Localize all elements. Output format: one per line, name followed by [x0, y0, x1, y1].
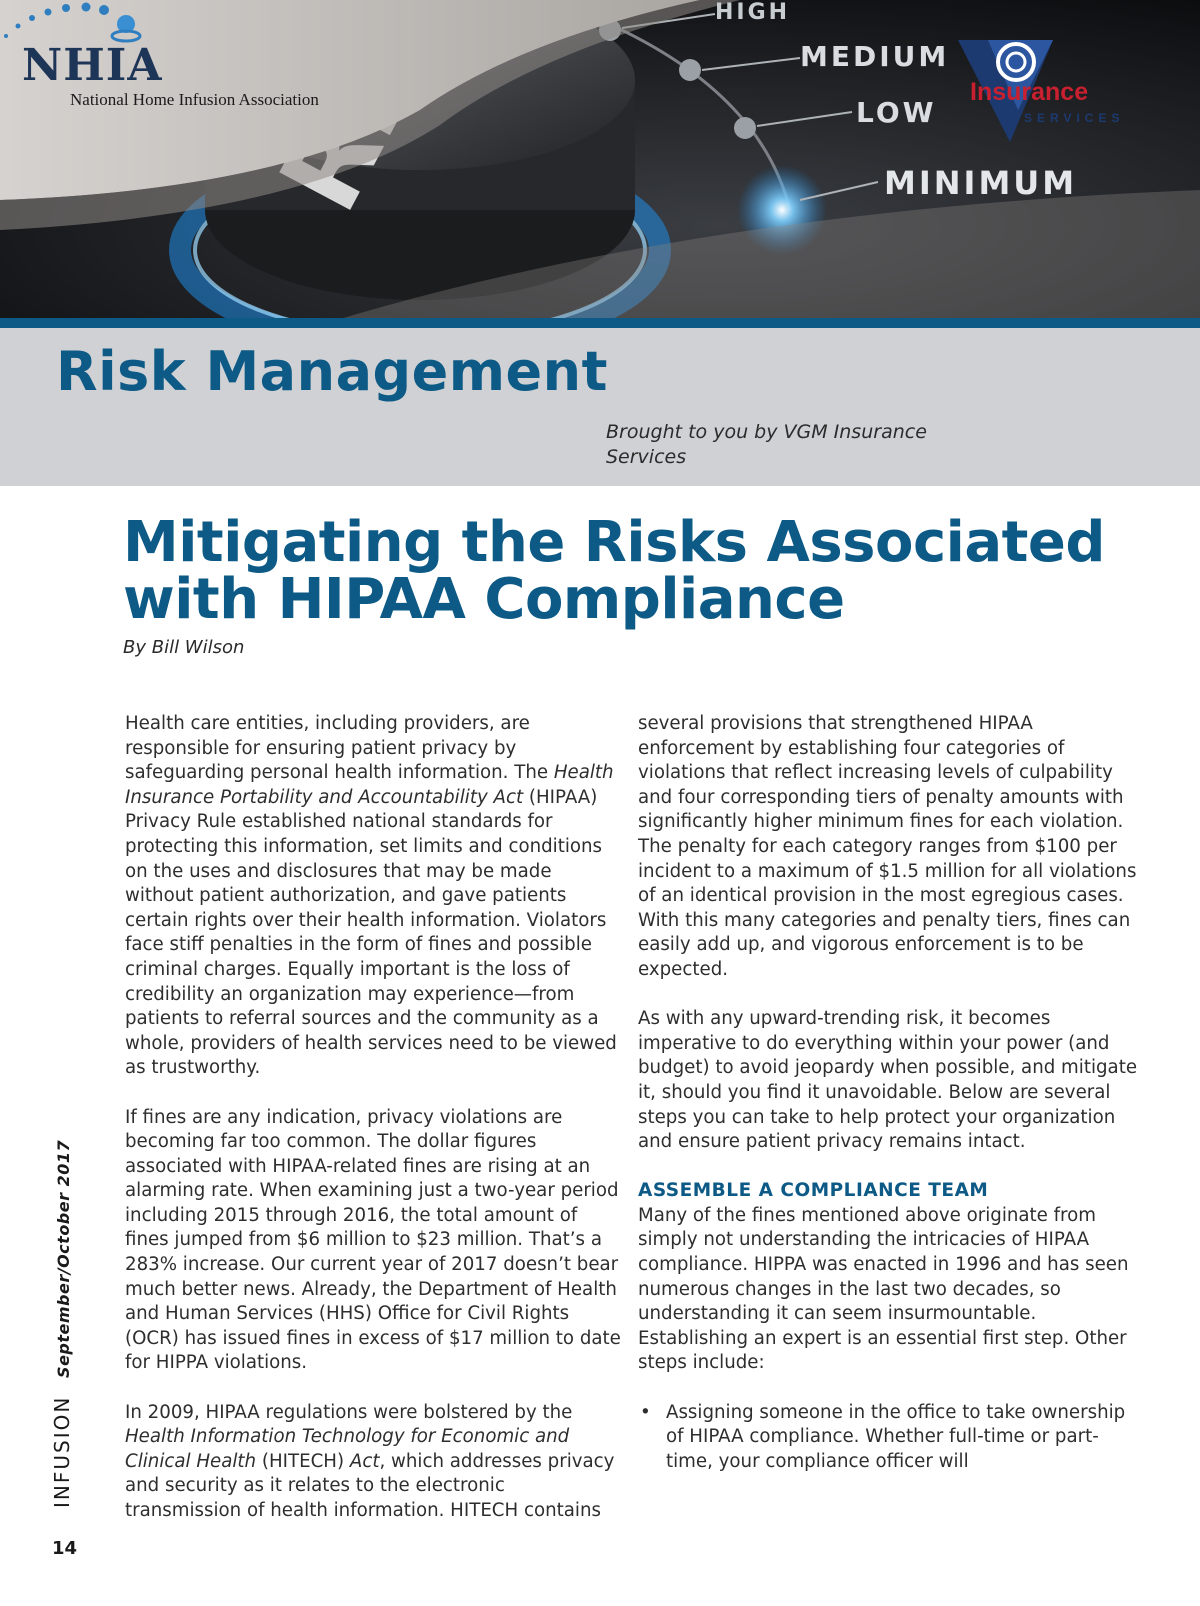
page-number: 14: [52, 1538, 78, 1559]
bullet-icon: •: [640, 1401, 651, 1423]
article-column-right: [638, 712, 1138, 1474]
paragraph: several provisions that strengthened HIPAA enforcement by establishing four categories of violations that reflect increasing levels of culpability and four corresponding tiers of penalty amounts with significantly higher minimum fines for each violation. The penalty for each category ranges from $100 per incident to a maximum of $1.5 million for all violations of an identical provision in the most egregious cases. With this many categories and penalty tiers, fines can easily add up, and vigorous enforcement is to be expected.: [638, 713, 1137, 980]
nhia-full-name: National Home Infusion Association: [70, 90, 319, 109]
dial-level-medium: MEDIUM: [800, 40, 950, 73]
paragraph: As with any upward-trending risk, it becomes imperative to do everything within your power (and budget) to avoid jeopardy when possible, and mitigate it, should you find it unavoidable. Below are several steps you can take to help protect your organization and ensure patient privacy remains intact.: [638, 1008, 1138, 1153]
magazine-name: INFUSION: [50, 1395, 74, 1508]
subheading: ASSEMBLE A COMPLIANCE TEAM: [638, 1180, 989, 1202]
paragraph: Many of the fines mentioned above originate from simply not understanding the intricacies of HIPAA compliance. HIPPA was enacted in 1996 and has seen numerous changes in the last two decades, so understanding it can seem insurmountable. Establishing an expert is an essential first step. Other steps include:: [638, 1204, 1129, 1374]
issue-date: September/October 2017: [54, 1139, 73, 1378]
paragraph: In 2009, HIPAA regulations were bolstered by the Health Information Technology for Economic and Clinical Health (HITECH) Act, which addresses privacy and security as it relates to the electronic transmission of health information. HITECH contains: [125, 1401, 615, 1521]
list-item: • Assigning someone in the office to take ownership of HIPAA compliance. Whether full-time or part-time, your compliance officer will: [640, 1401, 1126, 1472]
header-divider: [0, 318, 1200, 328]
article-title: Mitigating the Risks Associated with HIPAA Compliance: [123, 510, 1105, 632]
dial-level-low: LOW: [856, 96, 937, 129]
section-banner: [0, 328, 1200, 486]
dial-level-minimum: MINIMUM: [884, 164, 1078, 202]
section-title: Risk Management: [56, 340, 608, 403]
nhia-acronym: NHIA: [22, 40, 163, 91]
sponsor-text: Brought to you by VGM Insurance Services: [606, 421, 927, 468]
magazine-issue-label: [50, 1140, 74, 1508]
dial-level-high: HIGH: [715, 0, 791, 25]
vgm-logo-word: Insurance: [970, 78, 1089, 106]
vgm-logo-sub: SERVICES: [1024, 111, 1125, 125]
article-byline: By Bill Wilson: [123, 637, 245, 658]
paragraph: Health care entities, including providers, are responsible for ensuring patient privacy by safeguarding personal health information. The Health Insurance Portability and Accountability Act (HIPAA) Privacy Rule established national standards for protecting this information, set limits and conditions on the uses and disclosures that may be made without patient authorization, and gave patients certain rights over their health information. Violators face stiff penalties in the form of fines and possible criminal charges. Equally important is the loss of credibility an organization may experience—from patients to referral sources and the community as a whole, providers of health services need to be viewed as trustworthy.: [125, 713, 617, 1079]
paragraph: If fines are any indication, privacy violations are becoming far too common. The dollar figures associated with HIPAA-related fines are rising at an alarming rate. When examining just a two-year period including 2015 through 2016, the total amount of fines jumped from $6 million to $23 million. That’s a 283% increase. Our current year of 2017 doesn’t bear much better news. Already, the Department of Health and Human Services (HHS) Office for Civil Rights (OCR) has issued fines in excess of $17 million to date for HIPPA violations.: [125, 1106, 621, 1374]
article-column-left: [125, 712, 625, 1548]
